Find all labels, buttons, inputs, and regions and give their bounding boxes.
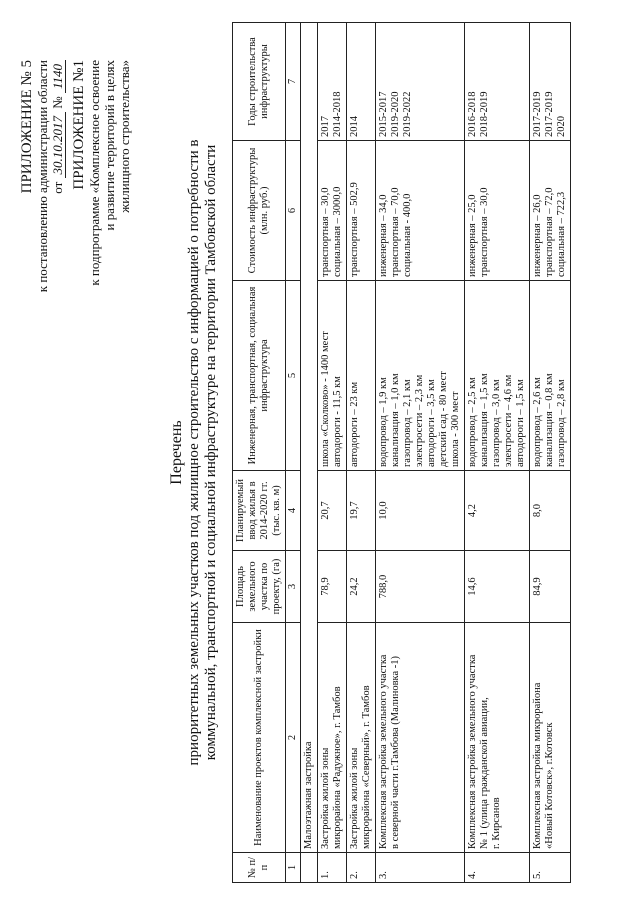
infrastructure-cost-line: инженерная – 26,0 <box>532 194 543 277</box>
table-row <box>318 23 347 883</box>
col-number: 7 <box>286 23 301 141</box>
row-number: 4. <box>465 853 530 883</box>
infrastructure <box>530 281 571 471</box>
appendix-5-subtitle: к постановлению администрации области <box>35 60 50 293</box>
infrastructure <box>347 281 376 471</box>
header-years: Годы строительства инфраструктуры <box>233 23 286 141</box>
project-name-line: Комплексная застройка земельного участка <box>378 654 389 849</box>
infrastructure-cost-line: транспортная – 30,0 <box>320 187 331 277</box>
section-empty-cell <box>301 853 318 883</box>
appendix-5-date-line <box>50 60 65 292</box>
col-number: 3 <box>286 551 301 623</box>
title-line-1: приоритетных земельных участков под жилищное строительство с информацией о потребности в <box>186 139 202 766</box>
infrastructure-cost-line: транспортная – 70,0 <box>390 187 401 277</box>
project-name-line: в северной части г.Тамбова (Малиновка -1) <box>390 655 401 849</box>
number-sign: № <box>50 96 65 109</box>
infrastructure-line: школа «Сколково» - 1400 мест <box>320 331 331 467</box>
infrastructure-cost-line: социальная – 3000,0 <box>332 186 343 277</box>
project-name-line: Застройка жилой зоны <box>320 747 331 849</box>
project-name-line: № 1 (улица гражданской авиации, <box>479 697 490 849</box>
project-name-line: микрорайона «Радужное», г. Тамбов <box>332 686 343 849</box>
infrastructure-cost-line: инженерная – 34,0 <box>378 194 389 277</box>
plot-area: 788,0 <box>376 551 465 623</box>
section-row <box>301 23 318 883</box>
project-name-line: Застройка жилой зоны <box>349 747 360 849</box>
construction-years-line: 2015-2017 <box>378 91 389 137</box>
plot-area: 78,9 <box>318 551 347 623</box>
infrastructure <box>376 281 465 471</box>
col-number: 2 <box>286 623 301 853</box>
appendix-1-title: ПРИЛОЖЕНИЕ №1 <box>71 60 87 190</box>
infrastructure-line: электросети – 4,6 км <box>503 374 514 467</box>
planned-housing: 10,0 <box>376 471 465 551</box>
construction-years <box>376 23 465 141</box>
infrastructure-cost-line: социальная - 400,0 <box>402 193 413 277</box>
row-number: 3. <box>376 853 465 883</box>
appendix-1-block <box>72 60 132 286</box>
construction-years-line: 2017-2019 <box>532 91 543 137</box>
infrastructure-line: канализация – 0,8 км <box>544 373 555 467</box>
header-infra: Инженерная, транспортная, социальная инфраструктура <box>233 281 286 471</box>
construction-years-line: 2014 <box>349 116 360 137</box>
infrastructure-line: газопровод – 2,1 км <box>402 379 413 467</box>
construction-years-line: 2014-2018 <box>332 91 343 137</box>
section-title: Малоэтажная застройка <box>301 23 318 853</box>
infrastructure-line: детский сад - 80 мест <box>438 371 449 467</box>
project-name-line: Комплексная застройка микрорайона <box>532 682 543 849</box>
infrastructure-line: электросети – 2,3 км <box>414 374 425 467</box>
table-header-row <box>233 23 286 883</box>
project-name <box>318 623 347 853</box>
infrastructure-line: автодороги – 23 км <box>349 381 360 467</box>
infrastructure-line: автодороги - 11,5 км <box>332 376 343 467</box>
project-name <box>347 623 376 853</box>
document-title <box>168 60 220 845</box>
plot-area: 14,6 <box>465 551 530 623</box>
infrastructure-line: автодороги – 3,5 км <box>426 379 437 467</box>
infrastructure-line: водопровод – 1,9 км <box>378 377 389 467</box>
column-number-row <box>286 23 301 883</box>
title-line-2: коммунальной, транспортной и социальной инфраструктуре на территории Тамбовской области <box>203 144 219 761</box>
appendix-1-line3: и развитие территорий в целях <box>102 60 117 231</box>
row-number: 1. <box>318 853 347 883</box>
construction-years-line: 2018-2019 <box>479 91 490 137</box>
construction-years-line: 2017 <box>320 116 331 137</box>
project-name-line: микрорайона «Северный», г. Тамбов <box>361 685 372 849</box>
project-name <box>376 623 465 853</box>
appendix-5-title: ПРИЛОЖЕНИЕ № 5 <box>19 60 35 194</box>
table-row <box>376 23 465 883</box>
col-number: 5 <box>286 281 301 471</box>
header-area: Площадь земельного участка по проекту, (га) <box>233 551 286 623</box>
table-row <box>347 23 376 883</box>
handwritten-date: 30.10.2017 <box>50 112 66 179</box>
infrastructure-line: водопровод – 2,5 км <box>467 377 478 467</box>
plot-area: 84,9 <box>530 551 571 623</box>
project-name <box>465 623 530 853</box>
planned-housing: 19,7 <box>347 471 376 551</box>
construction-years-line: 2020 <box>556 116 567 137</box>
project-name <box>530 623 571 853</box>
infrastructure <box>318 281 347 471</box>
infrastructure-line: газопровод – 3,0 км <box>491 379 502 467</box>
infrastructure-cost-line: транспортная – 30,0 <box>479 187 490 277</box>
header-cost: Стоимость инфраструктуры (млн. руб.) <box>233 141 286 281</box>
construction-years <box>347 23 376 141</box>
infrastructure-line: канализация – 1,5 км <box>479 373 490 467</box>
construction-years-line: 2017-2019 <box>544 91 555 137</box>
plot-area: 24,2 <box>347 551 376 623</box>
row-number: 5. <box>530 853 571 883</box>
infrastructure-cost <box>530 141 571 281</box>
header-name: Наименование проектов комплексной застройки <box>233 623 286 853</box>
infrastructure-cost-line: транспортная – 502,9 <box>349 182 360 277</box>
title-heading: Перечень <box>168 420 185 485</box>
infrastructure-cost <box>376 141 465 281</box>
table-row <box>465 23 530 883</box>
infrastructure-line: канализация – 1,0 км <box>390 373 401 467</box>
infrastructure-line: школа - 300 мест <box>450 391 461 467</box>
construction-years <box>465 23 530 141</box>
construction-years-line: 2019-2022 <box>402 91 413 137</box>
appendix-1-line4: жилищного строительства» <box>117 60 132 213</box>
header-housing: Планируемый ввод жилья в 2014-2020 гг. (тыс. кв. м) <box>233 471 286 551</box>
planned-housing: 20,7 <box>318 471 347 551</box>
header-num: № п/п <box>233 853 286 883</box>
infrastructure-cost <box>347 141 376 281</box>
planned-housing: 8,0 <box>530 471 571 551</box>
col-number: 1 <box>286 853 301 883</box>
row-number: 2. <box>347 853 376 883</box>
date-prefix: от <box>50 181 65 194</box>
infrastructure-cost <box>318 141 347 281</box>
col-number: 6 <box>286 141 301 281</box>
appendix-5-block <box>20 60 65 292</box>
construction-years-line: 2016-2018 <box>467 91 478 137</box>
appendix-1-line2: к подпрограмме «Комплексное освоение <box>87 60 102 286</box>
infrastructure-cost-line: транспортная – 72,0 <box>544 187 555 277</box>
handwritten-number: 1140 <box>50 60 66 93</box>
col-number: 4 <box>286 471 301 551</box>
infrastructure-cost-line: инженерная – 25,0 <box>467 194 478 277</box>
priority-plots-table <box>232 22 571 883</box>
construction-years <box>318 23 347 141</box>
table-row <box>530 23 571 883</box>
planned-housing: 4,2 <box>465 471 530 551</box>
infrastructure-line: водопровод – 2,6 км <box>532 377 543 467</box>
project-name-line: г. Кирсанов <box>491 797 502 849</box>
infrastructure-cost <box>465 141 530 281</box>
project-name-line: Комплексная застройка земельного участка <box>467 654 478 849</box>
construction-years-line: 2019-2020 <box>390 91 401 137</box>
infrastructure <box>465 281 530 471</box>
infrastructure-line: газопровод – 2,8 км <box>556 379 567 467</box>
project-name-line: «Новый Котовск», г.Котовск <box>544 722 555 849</box>
construction-years <box>530 23 571 141</box>
infrastructure-line: автодороги – 1,5 км <box>515 379 526 467</box>
infrastructure-cost-line: социальная – 722,3 <box>556 191 567 277</box>
